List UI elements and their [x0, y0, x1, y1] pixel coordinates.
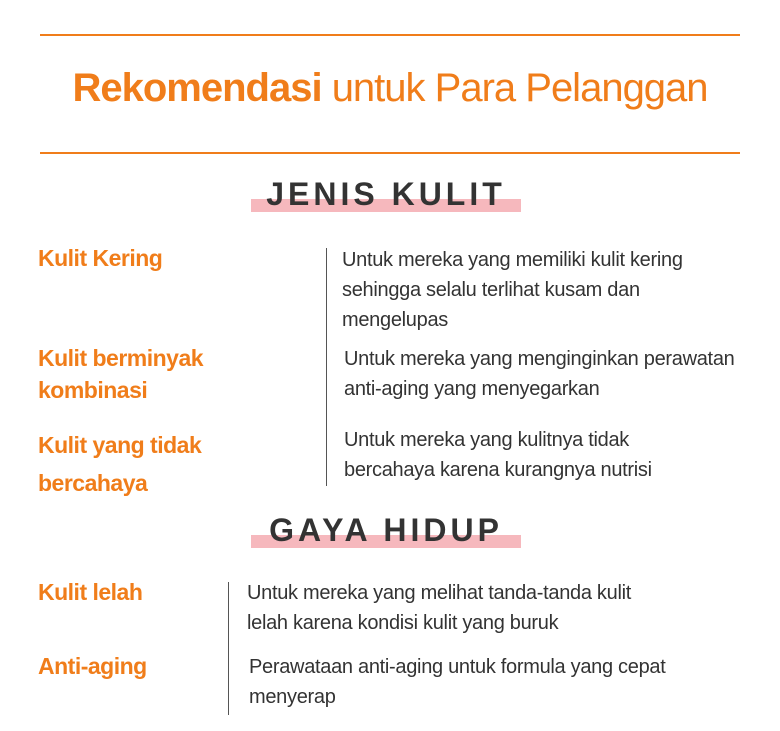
lifestyle-label-tired: Kulit lelah — [38, 579, 143, 605]
top-divider — [40, 34, 740, 36]
lifestyle-label-anti-aging: Anti-aging — [38, 653, 147, 679]
skin-type-desc-dull: Untuk mereka yang kulitnya tidak bercahaya karena kurangnya nutrisi — [344, 429, 652, 481]
skin-type-heading: JENIS KULIT — [251, 174, 521, 214]
skin-type-desc-dry: Untuk mereka yang memiliki kulit kering sehingga selalu terlihat kusam dan mengelupas — [342, 249, 683, 331]
skin-type-divider — [326, 248, 327, 486]
skin-type-desc-oily: Untuk mereka yang menginginkan perawatan anti-aging yang menyegarkan — [344, 348, 735, 400]
skin-type-label-dry: Kulit Kering — [38, 245, 163, 271]
lifestyle-divider — [228, 582, 229, 715]
skin-type-label-dull: Kulit yang tidak bercahaya — [38, 432, 202, 496]
title-regular: untuk Para Pelanggan — [331, 66, 708, 110]
skin-type-label-oily: Kulit berminyak kombinasi — [38, 345, 204, 403]
lifestyle-desc-tired: Untuk mereka yang melihat tanda-tanda kulit lelah karena kondisi kulit yang buruk — [247, 582, 631, 634]
page-title — [0, 66, 780, 111]
title-divider — [40, 152, 740, 154]
lifestyle-heading: GAYA HIDUP — [251, 510, 521, 550]
lifestyle-desc-anti-aging: Perawataan anti-aging untuk formula yang cepat menyerap — [249, 656, 666, 708]
title-bold: Rekomendasi — [72, 66, 322, 110]
